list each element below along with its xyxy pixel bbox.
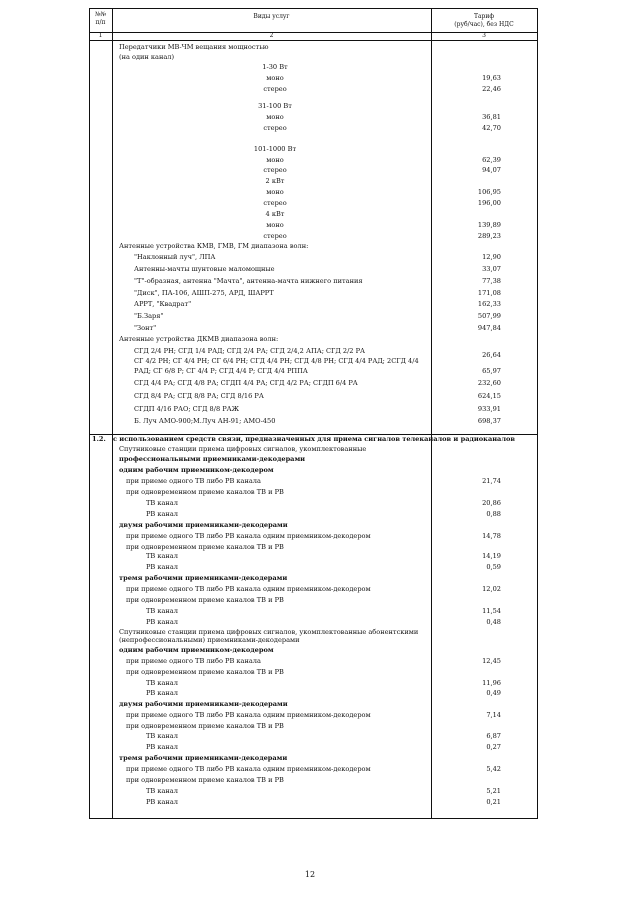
service-name: ТВ канал — [146, 679, 178, 687]
section-heading: (непрофессиональными) приемниками-декодерами — [119, 636, 300, 644]
service-name: "Диск", ПА-106, АШП-275, АРД, ШАРРТ — [134, 289, 274, 297]
section-heading: при одновременном приеме каналов ТВ и РВ — [126, 668, 284, 676]
table-top-border — [89, 8, 538, 9]
service-name: моно — [266, 74, 284, 82]
tariff-value: 947,84 — [477, 324, 501, 332]
tariff-value: 14,78 — [482, 532, 501, 540]
service-name: "Б.Заря" — [134, 312, 164, 320]
service-name: при приеме одного ТВ либо РВ канала — [126, 477, 261, 485]
tariff-value: 36,81 — [482, 113, 501, 121]
service-name: моно — [266, 156, 284, 164]
tariff-value: 507,99 — [477, 312, 501, 320]
section-heading: тремя рабочими приемниками-декодерами — [119, 574, 288, 582]
service-name: стерео — [263, 199, 287, 207]
service-name: РВ канал — [146, 510, 178, 518]
tariff-value: 162,33 — [477, 300, 501, 308]
service-name: стерео — [263, 85, 287, 93]
tariff-value: 0,49 — [486, 689, 501, 697]
section-heading: одним рабочим приемником-декодером — [119, 646, 274, 654]
section-heading: при одновременном приеме каналов ТВ и РВ — [126, 543, 284, 551]
service-name: при приеме одного ТВ либо РВ канала одним приемником-декодером — [126, 711, 371, 719]
service-name: "Т"-образная, антенна "Мачта", антенна-мачта нижнего питания — [134, 277, 363, 285]
tariff-value: 19,63 — [482, 74, 501, 82]
section-heading: тремя рабочими приемниками-декодерами — [119, 754, 288, 762]
tariff-value: 12,90 — [482, 253, 501, 261]
service-name: ТВ канал — [146, 499, 178, 507]
tariff-value: 0,48 — [486, 618, 501, 626]
section-heading: СГ 4/2 РН; СГ 4/4 РН; СГ 6/4 РН; СГД 4/4 РН; СГД 4/8 РН; СГД 4/4 РАД; 2СГД 4/4 — [134, 357, 419, 365]
service-name: СГД 8/4 РА; СГД 8/8 РА; СГД 8/16 РА — [134, 392, 264, 400]
header-num-label-2: п/п — [95, 19, 106, 26]
service-name: СГДП 4/16 РАО; СГД 8/8 РАЖ — [134, 405, 240, 413]
tariff-value: 14,19 — [482, 552, 501, 560]
colnum-3: 3 — [482, 32, 486, 39]
page-number: 12 — [304, 870, 316, 879]
section-heading: 4 кВт — [265, 210, 285, 218]
section-heading: одним рабочим приемником-декодером — [119, 466, 274, 474]
section-heading: 101-1000 Вт — [253, 145, 297, 153]
section-heading: с использованием средств связи, предназначенных для приема сигналов телеканалов и радиоканалов — [113, 435, 515, 443]
service-name: при приеме одного ТВ либо РВ канала одним приемником-декодером — [126, 765, 371, 773]
service-name: моно — [266, 188, 284, 196]
section-heading: двумя рабочими приемниками-декодерами — [119, 521, 288, 529]
row-number: 1.2. — [92, 435, 106, 443]
service-name: стерео — [263, 232, 287, 240]
section-heading: при одновременном приеме каналов ТВ и РВ — [126, 722, 284, 730]
section-heading: Спутниковые станции приема цифровых сигналов, укомплектованные — [119, 445, 367, 453]
service-name: СГД 4/4 РА; СГД 4/8 РА; СГДП 4/4 РА; СГД 4/2 РА; СГДП 6/4 РА — [134, 379, 358, 387]
service-name: РАД; СГ 6/8 Р; СГ 4/4 Р; СГД 4/4 Р; СГД 4/4 РППА — [134, 367, 308, 375]
tariff-value: 11,54 — [482, 607, 501, 615]
tariff-value: 21,74 — [482, 477, 501, 485]
tariff-value: 698,37 — [477, 417, 501, 425]
service-name: стерео — [263, 166, 287, 174]
section-heading: 31-100 Вт — [258, 102, 292, 110]
col-num-divider — [112, 8, 113, 818]
service-name: ТВ канал — [146, 732, 178, 740]
service-name: моно — [266, 221, 284, 229]
tariff-value: 94,07 — [482, 166, 501, 174]
tariff-value: 0,59 — [486, 563, 501, 571]
tariff-value: 12,45 — [482, 657, 501, 665]
section-heading: Спутниковые станции приема цифровых сигналов, укомплектованные абонентскими — [119, 628, 419, 636]
section-heading: двумя рабочими приемниками-декодерами — [119, 700, 288, 708]
section-heading: Передатчики МВ-ЧМ вещания мощностью — [119, 43, 269, 51]
tariff-value: 20,86 — [482, 499, 501, 507]
service-name: стерео — [263, 124, 287, 132]
tariff-value: 106,95 — [477, 188, 501, 196]
section-heading: 1-30 Вт — [262, 63, 288, 71]
table-right-border — [537, 8, 538, 818]
service-name: при приеме одного ТВ либо РВ канала одним приемником-декодером — [126, 585, 371, 593]
tariff-value: 933,91 — [477, 405, 501, 413]
section-heading: (на один канал) — [119, 53, 175, 61]
colnum-2: 2 — [269, 32, 274, 39]
tariff-value: 33,07 — [482, 265, 501, 273]
service-name: ТВ канал — [146, 552, 178, 560]
tariff-value: 5,21 — [486, 787, 501, 795]
tariff-value: 232,60 — [477, 379, 501, 387]
tariff-value: 0,27 — [486, 743, 501, 751]
service-name: РВ канал — [146, 689, 178, 697]
service-name: РВ канал — [146, 618, 178, 626]
header-service-label: Виды услуг — [253, 13, 290, 20]
tariff-value: 5,42 — [486, 765, 501, 773]
tariff-value: 77,38 — [482, 277, 501, 285]
tariff-value: 139,89 — [477, 221, 501, 229]
tariff-value: 65,97 — [482, 367, 501, 375]
service-name: СГД 2/4 РН; СГД 1/4 РАД; СГД 2/4 РА; СГД 2/4,2 АПА; СГД 2/2 РА — [134, 347, 366, 355]
service-name: при приеме одного ТВ либо РВ канала — [126, 657, 261, 665]
tariff-value: 289,23 — [477, 232, 501, 240]
service-name: "Наклонный луч", ЛПА — [134, 253, 216, 261]
header-num-label-1: №№ — [94, 11, 107, 18]
section-heading: 2 кВт — [265, 177, 285, 185]
section-heading: Антенные устройства ДКМВ диапазона волн: — [119, 335, 279, 343]
tariff-value: 0,21 — [486, 798, 501, 806]
tariff-value: 0,88 — [486, 510, 501, 518]
service-name: ТВ канал — [146, 607, 178, 615]
table-left-border — [89, 8, 90, 818]
service-name: РВ канал — [146, 798, 178, 806]
tariff-value: 26,64 — [482, 351, 501, 359]
section-heading: при одновременном приеме каналов ТВ и РВ — [126, 776, 284, 784]
colnum-1: 1 — [98, 32, 103, 39]
tariff-value: 7,14 — [486, 711, 501, 719]
section-heading: при одновременном приеме каналов ТВ и РВ — [126, 488, 284, 496]
service-name: моно — [266, 113, 284, 121]
service-name: РВ канал — [146, 563, 178, 571]
tariff-value: 22,46 — [482, 85, 501, 93]
service-name: ТВ канал — [146, 787, 178, 795]
service-name: Б. Луч АМО-900;М.Луч АН-91; АМО-450 — [134, 417, 276, 425]
tariff-value: 62,39 — [482, 156, 501, 164]
section-heading: при одновременном приеме каналов ТВ и РВ — [126, 596, 284, 604]
service-name: Антенны-мачты шунтовые маломощные — [134, 265, 275, 273]
service-name: АРРТ, "Квадрат" — [134, 300, 192, 308]
tariff-value: 42,70 — [482, 124, 501, 132]
tariff-value: 196,00 — [477, 199, 501, 207]
header-tariff-label-2: (руб/час), без НДС — [454, 21, 514, 28]
service-name: РВ канал — [146, 743, 178, 751]
colnum-divider — [89, 40, 538, 41]
service-name: при приеме одного ТВ либо РВ канала одним приемником-декодером — [126, 532, 371, 540]
section-heading: Антенные устройства КМВ, ГМВ, ГМ диапазона волн: — [119, 242, 309, 250]
tariff-value: 624,15 — [477, 392, 501, 400]
tariff-value: 11,96 — [482, 679, 501, 687]
tariff-value: 171,08 — [477, 289, 501, 297]
section-heading: профессиональными приемниками-декодерами — [119, 455, 306, 463]
table-bottom-border — [89, 818, 538, 819]
tariff-value: 6,87 — [486, 732, 501, 740]
header-tariff-label-1: Тариф — [473, 13, 495, 20]
tariff-value: 12,02 — [482, 585, 501, 593]
service-name: "Зонт" — [134, 324, 157, 332]
